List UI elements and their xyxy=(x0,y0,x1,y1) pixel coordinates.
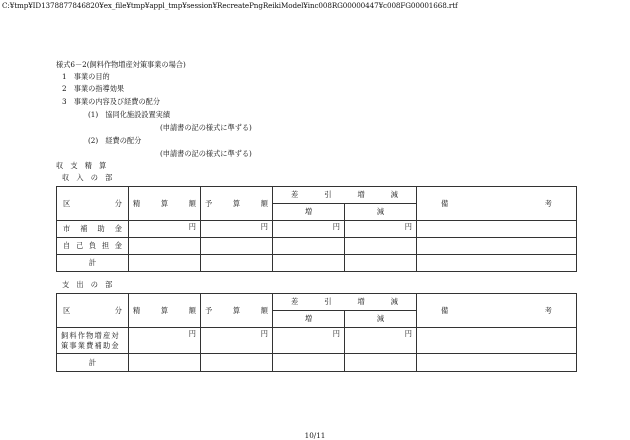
yen-unit: 円 xyxy=(345,328,417,354)
row-label xyxy=(57,238,129,255)
label-city-subsidy: 市 補 助 金 xyxy=(63,224,122,233)
table-row xyxy=(57,238,577,255)
yen-unit: 円 xyxy=(273,221,345,238)
income-section-title: 収 入 の 部 xyxy=(62,173,113,182)
value-cell xyxy=(273,255,345,272)
sub-item-2-note: (申請書の記の様式に準ずる) xyxy=(160,149,252,158)
expense-section-title: 支 出 の 部 xyxy=(62,280,113,289)
header-budget: 予 算 額 xyxy=(201,187,273,221)
header-diff: 差 引 増 減 xyxy=(273,294,417,311)
header-remarks: 備 考 xyxy=(417,294,577,328)
value-cell xyxy=(273,354,345,372)
yen-unit: 円 xyxy=(201,221,273,238)
value-cell xyxy=(129,354,201,372)
header-increase: 増 xyxy=(273,204,345,221)
table-row-total xyxy=(57,354,577,372)
row-label xyxy=(57,221,129,238)
income-table xyxy=(56,186,577,272)
file-path: C:¥tmp¥ID1378877846820¥ex_file¥tmp¥appl_tmp¥session¥RecreatePngReikiModel¥inc008RG00000447¥c008FG00001668.rtf xyxy=(2,1,458,10)
value-cell xyxy=(201,354,273,372)
value-cell xyxy=(345,354,417,372)
settlement-title: 収 支 精 算 xyxy=(56,161,107,170)
value-cell xyxy=(129,238,201,255)
value-cell xyxy=(345,255,417,272)
remarks-cell xyxy=(417,328,577,354)
value-cell xyxy=(345,238,417,255)
header-diff: 差 引 増 減 xyxy=(273,187,417,204)
remarks-cell xyxy=(417,238,577,255)
sub-item-2: (2) 経費の配分 xyxy=(88,136,142,145)
value-cell xyxy=(273,238,345,255)
table-row xyxy=(57,328,577,354)
header-category: 区 分 xyxy=(57,294,129,328)
label-feed-subsidy: 飼料作物増産対策事業費補助金 xyxy=(57,328,129,354)
header-settled: 精 算 額 xyxy=(129,187,201,221)
label-self-pay: 自 己 負 担 金 xyxy=(63,241,122,250)
table-row-total xyxy=(57,255,577,272)
table-row xyxy=(57,221,577,238)
remarks-cell xyxy=(417,354,577,372)
total-label: 計 xyxy=(57,354,129,372)
remarks-cell xyxy=(417,221,577,238)
header-budget: 予 算 額 xyxy=(201,294,273,328)
header-settled: 精 算 額 xyxy=(129,294,201,328)
yen-unit: 円 xyxy=(129,221,201,238)
header-decrease: 減 xyxy=(345,204,417,221)
header-decrease: 減 xyxy=(345,311,417,328)
item-purpose: 1 事業の目的 xyxy=(62,72,110,81)
header-increase: 増 xyxy=(273,311,345,328)
value-cell xyxy=(129,255,201,272)
yen-unit: 円 xyxy=(273,328,345,354)
value-cell xyxy=(201,255,273,272)
yen-unit: 円 xyxy=(129,328,201,354)
form-title: 様式6－2(飼料作物増産対策事業の場合) xyxy=(56,60,186,69)
yen-unit: 円 xyxy=(201,328,273,354)
sub-item-1: (1) 協同化施設設置実績 xyxy=(88,110,171,119)
value-cell xyxy=(201,238,273,255)
total-label: 計 xyxy=(57,255,129,272)
remarks-cell xyxy=(417,255,577,272)
header-remarks: 備 考 xyxy=(417,187,577,221)
item-content: 3 事業の内容及び経費の配分 xyxy=(62,97,161,106)
yen-unit: 円 xyxy=(345,221,417,238)
page-number: 10/11 xyxy=(304,431,326,440)
sub-item-1-note: (申請書の記の様式に準ずる) xyxy=(160,123,252,132)
expense-table xyxy=(56,293,577,372)
header-category: 区 分 xyxy=(57,187,129,221)
item-effect: 2 事業の指導効果 xyxy=(62,84,125,93)
